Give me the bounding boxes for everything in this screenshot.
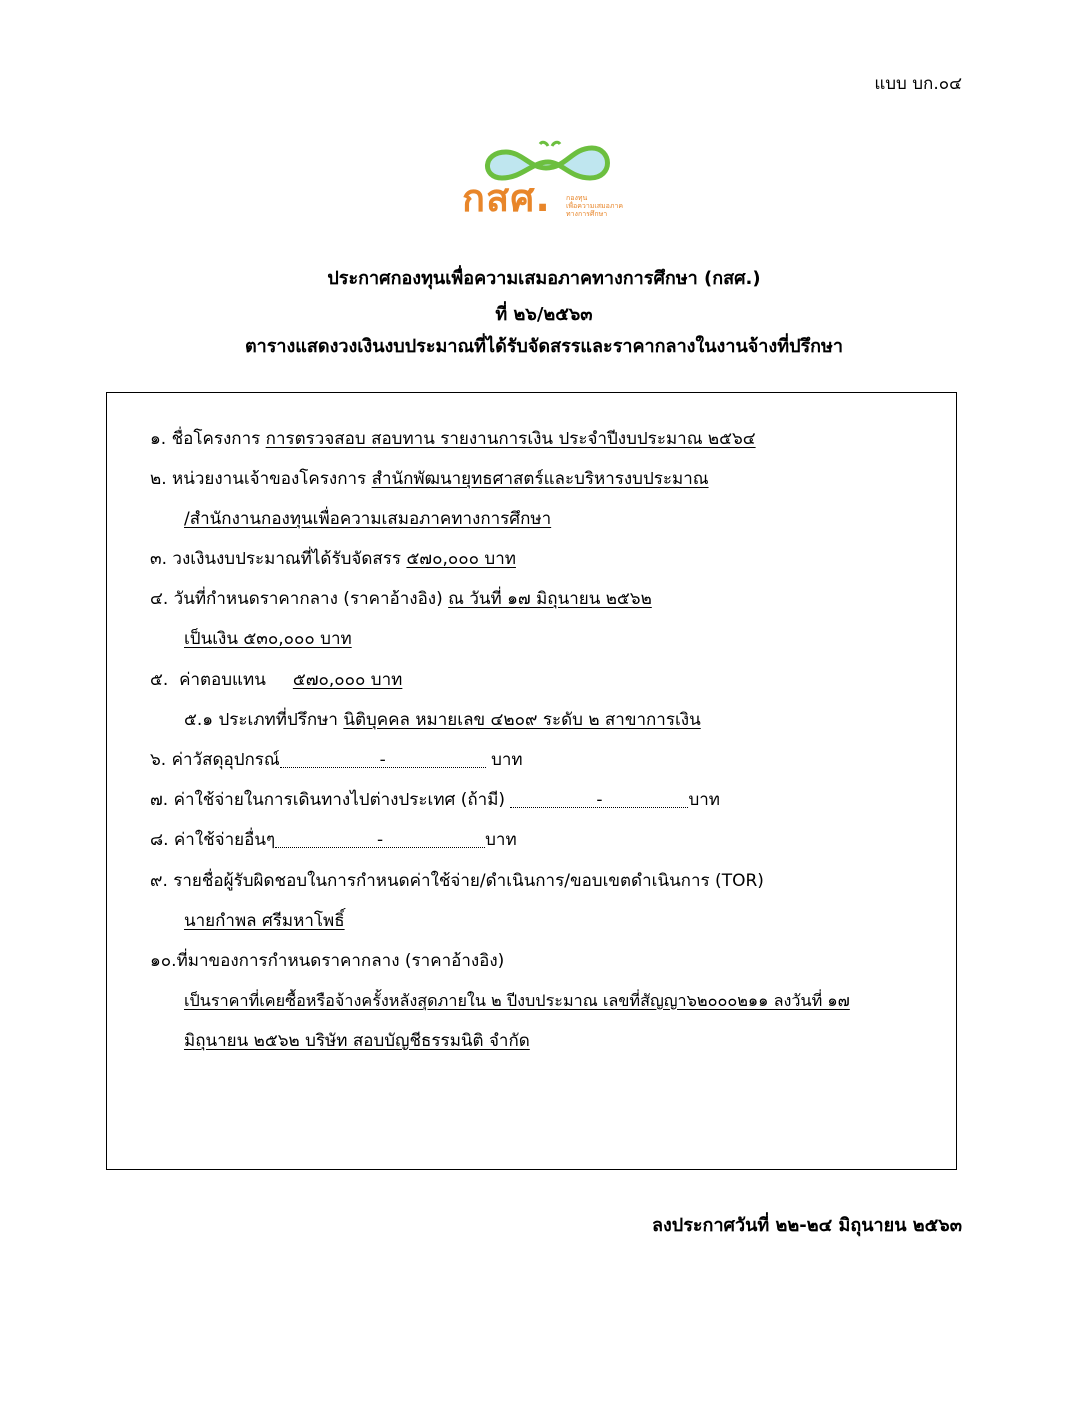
item-8 [150,828,517,852]
item-9 [150,869,764,893]
materials-value: - [280,753,486,768]
table-subtitle: ตารางแสดงวงเงินงบประมาณที่ได้รับจัดสรรและราคากลางในงานจ้างที่ปรึกษา [244,336,844,357]
organization-logo [462,138,642,222]
item-5-1 [184,708,701,732]
owner-unit: สำนักพัฒนายุทธศาสตร์และบริหารงบประมาณ [371,469,709,489]
reference-date: ณ วันที่ ๑๗ มิถุนายน ๒๕๖๒ [448,589,652,609]
unit-label: บาท [485,830,517,850]
item-6 [150,748,523,772]
item-label: ๔. วันที่กำหนดราคากลาง (ราคาอ้างอิง) [150,589,449,609]
other-expenses-value: - [275,833,485,848]
announcement-number: ที่ ๒๖/๒๕๖๓ [495,304,593,325]
item-label: ๓. วงเงินงบประมาณที่ได้รับจัดสรร [150,549,407,569]
item-3 [150,547,516,571]
reference-source-line-2: มิถุนายน ๒๕๖๒ บริษัท สอบบัญชีธรรมนิติ จำกัด [184,1031,530,1051]
unit-label: บาท [688,790,720,810]
budget-amount: ๕๗๐,๐๐๐ บาท [406,549,516,569]
publish-date: ลงประกาศวันที่ ๒๒-๒๔ มิถุนายน ๒๕๖๓ [651,1215,962,1236]
project-name: การตรวจสอบ สอบทาน รายงานการเงิน ประจำปีงบประมาณ ๒๕๖๔ [265,429,756,449]
responsible-person: นายกำพล ศรีมหาโพธิ์ [184,911,345,931]
unit-label: บาท [485,750,523,770]
travel-value: - [510,793,688,808]
item-label: ๕. ค่าตอบแทน [150,670,293,690]
logo-sub-line: ทางการศึกษา [566,210,608,218]
consultant-type: นิติบุคคล หมายเลข ๔๒๐๙ ระดับ ๒ สาขาการเงิน [343,710,701,730]
item-5 [150,668,402,692]
item-7 [150,788,720,812]
item-2 [150,467,709,491]
item-label: ๒. หน่วยงานเจ้าของโครงการ [150,469,372,489]
logo-text: กสศ. [462,176,551,220]
item-label: ๑. ชื่อโครงการ [150,429,266,449]
item-label: ๖. ค่าวัสดุอุปกรณ์ [150,750,280,770]
owner-unit-line-2: /สำนักงานกองทุนเพื่อความเสมอภาคทางการศึกษา [184,509,552,529]
logo-sub-line: กองทุน [566,194,588,202]
item-label: ๙. รายชื่อผู้รับผิดชอบในการกำหนดค่าใช้จ่าย/ดำเนินการ/ขอบเขตดำเนินการ (TOR) [150,871,764,891]
item-label: ๘. ค่าใช้จ่ายอื่นๆ [150,830,276,850]
logo-subtitle [566,194,646,218]
item-label: ๑๐.ที่มาของการกำหนดราคากลาง (ราคาอ้างอิง) [150,951,505,971]
item-4 [150,587,652,611]
reference-price: เป็นเงิน ๕๓๐,๐๐๐ บาท [184,629,352,649]
compensation-amount: ๕๗๐,๐๐๐ บาท [292,670,403,690]
announcement-title: ประกาศกองทุนเพื่อความเสมอภาคทางการศึกษา (กสศ.) [327,268,761,289]
form-code: แบบ บก.๐๔ [874,74,962,94]
item-label: ๗. ค่าใช้จ่ายในการเดินทางไปต่างประเทศ (ถ้ามี) [150,790,511,810]
item-10 [150,949,504,973]
reference-source: เป็นราคาที่เคยซื้อหรือจ้างครั้งหลังสุดภายใน ๒ ปีงบประมาณ เลขที่สัญญา๖๒๐๐๐๒๑๑ ลงวันที่ ๑๗ [184,991,850,1010]
item-label: ๕.๑ ประเภทที่ปรึกษา [184,710,344,730]
item-1 [150,427,756,451]
logo-sub-line: เพื่อความเสมอภาค [566,202,624,210]
